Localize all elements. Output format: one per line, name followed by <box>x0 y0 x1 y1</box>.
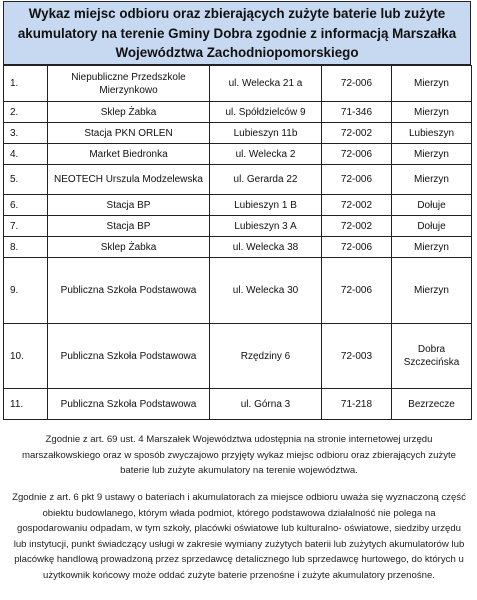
collection-points-table <box>3 65 472 420</box>
legal-note-art-6: Zgodnie z art. 6 pkt 9 ustawy o bateriach i akumulatorach za miejsce odbioru uważa się wyznaczoną część obiektu budowlanego, którym włada podmiot, którego podstawowa działalność nie polega na gospodarowaniu odpadam, w tym szkoły, placówki oświatowe lub kulturalno- oświatowe, siedziby urzędu lub instytucji, punkt świadczący usługi w zakresie wymiany zużytych baterii lub zużytych akumulatorów lub placówkę handlową prowadzoną przez sprzedawcę detalicznego lub sprzedawcę hurtowego, do których u użytkownik końcowy może oddać zużyte baterie przenośne i zużyte akumulatory przenośne. <box>12 492 466 581</box>
point-name: Niepubliczne Przedszkole Mierzynkowo <box>48 66 210 102</box>
point-postal-code: 72-002 <box>322 216 392 237</box>
point-postal-code: 71-346 <box>322 102 392 123</box>
row-number: 8. <box>4 237 48 258</box>
point-city: Mierzyn <box>392 144 472 165</box>
point-postal-code: 72-006 <box>322 258 392 324</box>
point-name: Publiczna Szkoła Podstawowa <box>48 258 210 324</box>
table-row <box>4 258 472 324</box>
table-row <box>4 144 472 165</box>
title-line-2: akumulatory na terenie Gminy Dobra zgodnie z informacją Marszałka <box>17 25 457 41</box>
point-name: Sklep Żabka <box>48 237 210 258</box>
point-name: Stacja BP <box>48 216 210 237</box>
table-row <box>4 66 472 102</box>
row-number: 1. <box>4 66 48 102</box>
point-address: ul. Górna 3 <box>210 389 322 420</box>
point-address: ul. Welecka 38 <box>210 237 322 258</box>
point-postal-code: 72-002 <box>322 195 392 216</box>
point-postal-code: 72-002 <box>322 123 392 144</box>
point-address: Lubieszyn 11b <box>210 123 322 144</box>
point-address: ul. Gerarda 22 <box>210 165 322 195</box>
point-name: Stacja PKN ORLEN <box>48 123 210 144</box>
legal-note-art-69: Zgodnie z art. 69 ust. 4 Marszałek Województwa udostępnia na stronie internetowej urzędu marszałkowskiego oraz w sposób zwyczajowo przyjęty wykaz miejsc odbioru oraz zbierających zużyte baterie lub zużyte akumulatory na terenie województwa. <box>21 434 456 477</box>
point-city: Dołuje <box>392 216 472 237</box>
row-number: 9. <box>4 258 48 324</box>
document-title <box>3 1 471 65</box>
point-city: Mierzyn <box>392 258 472 324</box>
point-name: Market Biedronka <box>48 144 210 165</box>
table-row <box>4 216 472 237</box>
point-city: Mierzyn <box>392 66 472 102</box>
point-address: ul. Welecka 2 <box>210 144 322 165</box>
point-name: Stacja BP <box>48 195 210 216</box>
point-city: Mierzyn <box>392 165 472 195</box>
point-address: Lubieszyn 3 A <box>210 216 322 237</box>
point-address: ul. Welecka 30 <box>210 258 322 324</box>
point-address: ul. Welecka 21 a <box>210 66 322 102</box>
table-row <box>4 102 472 123</box>
point-postal-code: 72-006 <box>322 237 392 258</box>
point-address: Lubieszyn 1 B <box>210 195 322 216</box>
point-postal-code: 72-006 <box>322 165 392 195</box>
table-row <box>4 165 472 195</box>
point-city: Lubieszyn <box>392 123 472 144</box>
table-row <box>4 237 472 258</box>
point-city: Dołuje <box>392 195 472 216</box>
table-row <box>4 123 472 144</box>
row-number: 6. <box>4 195 48 216</box>
point-city: Dobra Szczecińska <box>392 324 472 389</box>
point-postal-code: 72-006 <box>322 66 392 102</box>
point-name: Sklep Żabka <box>48 102 210 123</box>
point-postal-code: 72-003 <box>322 324 392 389</box>
row-number: 10. <box>4 324 48 389</box>
point-name: Publiczna Szkoła Podstawowa <box>48 389 210 420</box>
row-number: 4. <box>4 144 48 165</box>
point-postal-code: 71-218 <box>322 389 392 420</box>
row-number: 11. <box>4 389 48 420</box>
point-name: NEOTECH Urszula Modzelewska <box>48 165 210 195</box>
title-line-1: Wykaz miejsc odbioru oraz zbierających zużyte baterie lub zużyte <box>28 6 446 21</box>
point-city: Bezrzecze <box>392 389 472 420</box>
point-address: Rzędziny 6 <box>210 324 322 389</box>
point-city: Mierzyn <box>392 237 472 258</box>
point-name: Publiczna Szkoła Podstawowa <box>48 324 210 389</box>
table-row <box>4 195 472 216</box>
point-address: ul. Spółdzielców 9 <box>210 102 322 123</box>
point-postal-code: 72-006 <box>322 144 392 165</box>
row-number: 2. <box>4 102 48 123</box>
point-city: Mierzyn <box>392 102 472 123</box>
table-row <box>4 324 472 389</box>
row-number: 3. <box>4 123 48 144</box>
row-number: 7. <box>4 216 48 237</box>
table-row <box>4 389 472 420</box>
title-line-3: Województwa Zachodniopomorskiego <box>115 45 359 60</box>
row-number: 5. <box>4 165 48 195</box>
